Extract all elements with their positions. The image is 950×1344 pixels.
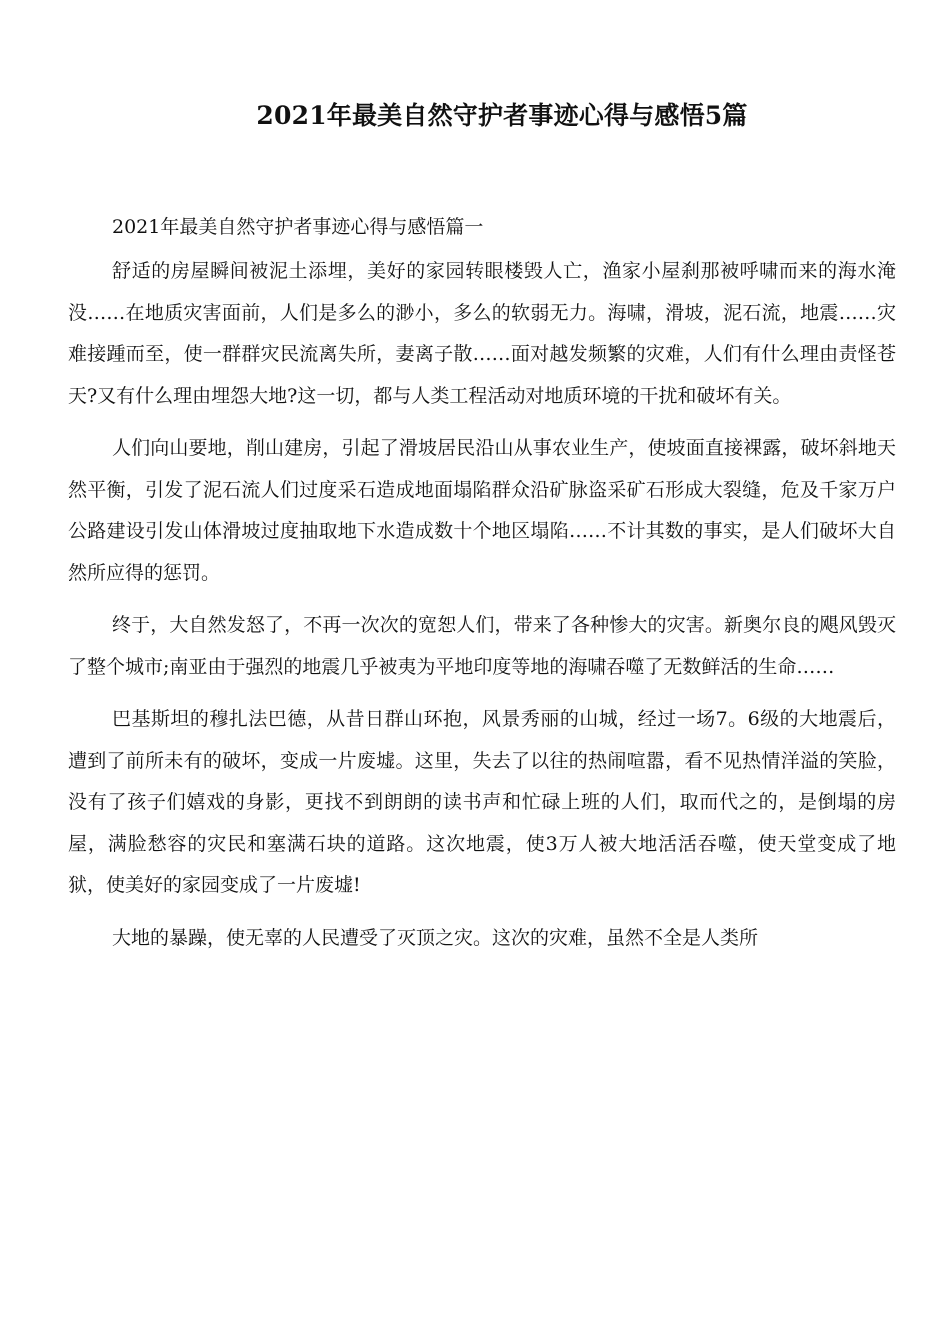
- paragraph-2: 人们向山要地，削山建房，引起了滑坡居民沿山从事农业生产，使坡面直接裸露，破坏斜地天然平衡，引发了泥石流人们过度采石造成地面塌陷群众沿矿脉盗采矿石形成大裂缝，危及千家万户公路建设引发山体滑坡过度抽取地下水造成数十个地区塌陷……不计其数的事实，是人们破坏大自然所应得的惩罚。: [68, 437, 896, 584]
- paragraph-5: 大地的暴躁，使无辜的人民遭受了灭顶之灾。这次的灾难，虽然不全是人类所: [112, 926, 759, 949]
- document-title: 2021年最美自然守护者事迹心得与感悟5篇: [256, 101, 748, 130]
- paragraph-3: 终于，大自然发怒了，不再一次次的宽恕人们，带来了各种惨大的灾害。新奥尔良的飓风毁灭了整个城市;南亚由于强烈的地震几乎被夷为平地印度等地的海啸吞噬了无数鲜活的生命……: [68, 614, 896, 678]
- paragraph-1: 舒适的房屋瞬间被泥土添埋，美好的家园转眼楼毁人亡，渔家小屋刹那被呼啸而来的海水淹没……在地质灾害面前，人们是多么的渺小，多么的软弱无力。海啸，滑坡，泥石流，地震……灾难接踵而至，使一群群灾民流离失所，妻离子散……面对越发频繁的灾难，人们有什么理由责怪苍天?又有什么理由埋怨大地?这一切，都与人类工程活动对地质环境的干扰和破坏有关。: [68, 260, 896, 407]
- document-body: [68, 203, 896, 970]
- section-heading: 2021年最美自然守护者事迹心得与感悟篇一: [112, 216, 484, 238]
- paragraph-4: 巴基斯坦的穆扎法巴德，从昔日群山环抱，风景秀丽的山城，经过一场7。6级的大地震后，遭到了前所未有的破坏，变成一片废墟。这里，失去了以往的热闹喧嚣，看不见热情洋溢的笑脸，没有了孩子们嬉戏的身影，更找不到朗朗的读书声和忙碌上班的人们，取而代之的，是倒塌的房屋，满脸愁容的灾民和塞满石块的道路。这次地震，使3万人被大地活活吞噬，使天堂变成了地狱，使美好的家园变成了一片废墟!: [68, 708, 896, 896]
